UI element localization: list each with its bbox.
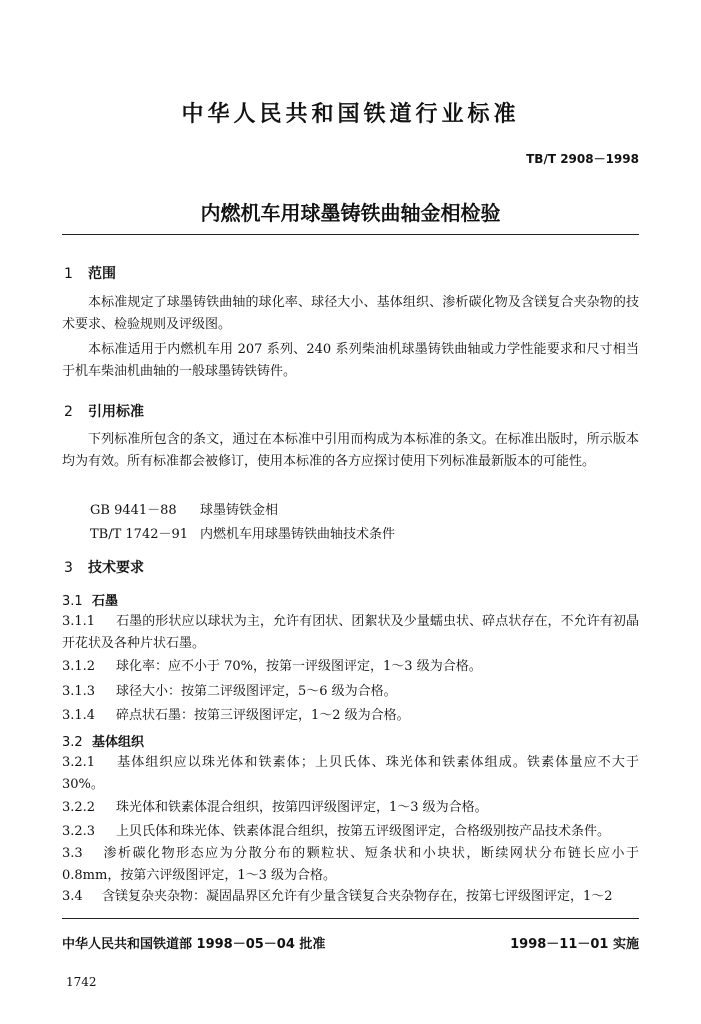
clause-number: 3.2.1 (62, 755, 96, 770)
subsection-3-2-heading (62, 731, 144, 750)
clause-text: 上贝氏体和珠光体、铁素体混合组织，按第五评级图评定，合格级别按产品技术条件。 (116, 824, 611, 839)
clause-3-2-1 (62, 752, 639, 796)
clause-title: 基体组织 (92, 735, 145, 750)
clause-text: 碎点状石墨：按第三评级图评定，1～2 级为合格。 (116, 708, 410, 723)
reference-name: 球墨铸铁金相 (200, 503, 279, 518)
reference-code: GB 9441－88 (90, 503, 177, 518)
standard-category-header: 中华人民共和国铁道行业标准 (181, 101, 520, 127)
clause-number: 3.4 (62, 889, 83, 904)
clause-number: 3.1.4 (62, 708, 96, 723)
reference-item (90, 499, 278, 518)
clause-3-2-2 (62, 797, 639, 819)
section-title: 范围 (88, 266, 116, 282)
clause-text: 珠光体和铁素体混合组织，按第四评级图评定，1～3 级为合格。 (116, 800, 488, 815)
clause-text: 球化率：应不小于 70%，按第一评级图评定，1～3 级为合格。 (116, 659, 482, 674)
clause-3-4 (62, 886, 639, 908)
clause-title: 石墨 (92, 594, 119, 609)
clause-text: 基体组织应以珠光体和铁素体；上贝氏体、珠光体和铁素体组成。铁素体量应不大于 30%。 (62, 755, 639, 792)
clause-text: 含镁复杂夹杂物：凝固晶界区允许有少量含镁复合夹杂物存在，按第七评级图评定，1～2 (102, 889, 613, 904)
section-2-paragraph-1: 下列标准所包含的条文，通过在本标准中引用而构成为本标准的条文。在标准出版时，所示版本均为有效。所有标准都会被修订，使用本标准的各方应探讨使用下列标准最新版本的可能性。 (62, 432, 639, 469)
clause-number: 3.2 (62, 735, 83, 750)
section-number: 1 (64, 266, 73, 282)
clause-3-2-3 (62, 821, 639, 843)
clause-number: 3.2.3 (62, 824, 96, 839)
clause-text: 球径大小：按第二评级图评定，5～6 级为合格。 (116, 684, 397, 699)
clause-number: 3.1.3 (62, 684, 96, 699)
reference-item (90, 523, 395, 542)
reference-code: TB/T 1742－91 (90, 527, 189, 542)
section-1-paragraph-2: 本标准适用于内燃机车用 207 系列、240 系列柴油机球墨铸铁曲轴或力学性能要求和尺寸相当于机车柴油机曲轴的一般球墨铸铁铸件。 (62, 342, 639, 379)
subsection-3-1-heading (62, 590, 118, 609)
section-number: 3 (64, 560, 73, 576)
clause-number: 3.1.1 (62, 614, 96, 629)
clause-text: 渗析碳化物形态应为分散分布的颗粒状、短条状和小块状，断续网状分布链长应小于 0.8mm，按第六评级图评定，1～3 级为合格。 (62, 846, 639, 883)
clause-number: 3.2.2 (62, 800, 96, 815)
effective-statement: 1998－11－01 实施 (510, 937, 639, 952)
section-title: 引用标准 (88, 404, 144, 420)
clause-3-1-4 (62, 705, 639, 727)
section-1-heading (64, 263, 116, 283)
clause-3-1-3 (62, 681, 639, 703)
reference-name: 内燃机车用球墨铸铁曲轴技术条件 (200, 527, 396, 542)
document-title: 内燃机车用球墨铸铁曲轴金相检验 (200, 201, 501, 225)
issue-statement: 中华人民共和国铁道部 1998－05－04 批准 (62, 937, 326, 952)
section-1-paragraph-1: 本标准规定了球墨铸铁曲轴的球化率、球径大小、基体组织、渗析碳化物及含镁复合夹杂物的技术要求、检验规则及评级图。 (62, 295, 639, 332)
section-3-heading (64, 557, 144, 577)
section-title: 技术要求 (88, 560, 144, 576)
clause-text: 石墨的形状应以球状为主，允许有团状、团絮状及少量蠕虫状、碎点状存在，不允许有初晶开花状及各种片状石墨。 (62, 614, 639, 651)
standard-code: TB/T 2908－1998 (526, 152, 639, 166)
clause-number: 3.3 (62, 846, 83, 861)
section-2-heading (64, 401, 144, 421)
title-rule (62, 234, 639, 235)
clause-3-1-1 (62, 611, 639, 655)
footer-rule (62, 918, 639, 919)
section-number: 2 (64, 404, 73, 420)
clause-3-3 (62, 843, 639, 887)
clause-3-1-2 (62, 656, 639, 678)
clause-number: 3.1.2 (62, 659, 96, 674)
page-number: 1742 (66, 975, 97, 989)
clause-number: 3.1 (62, 594, 83, 609)
